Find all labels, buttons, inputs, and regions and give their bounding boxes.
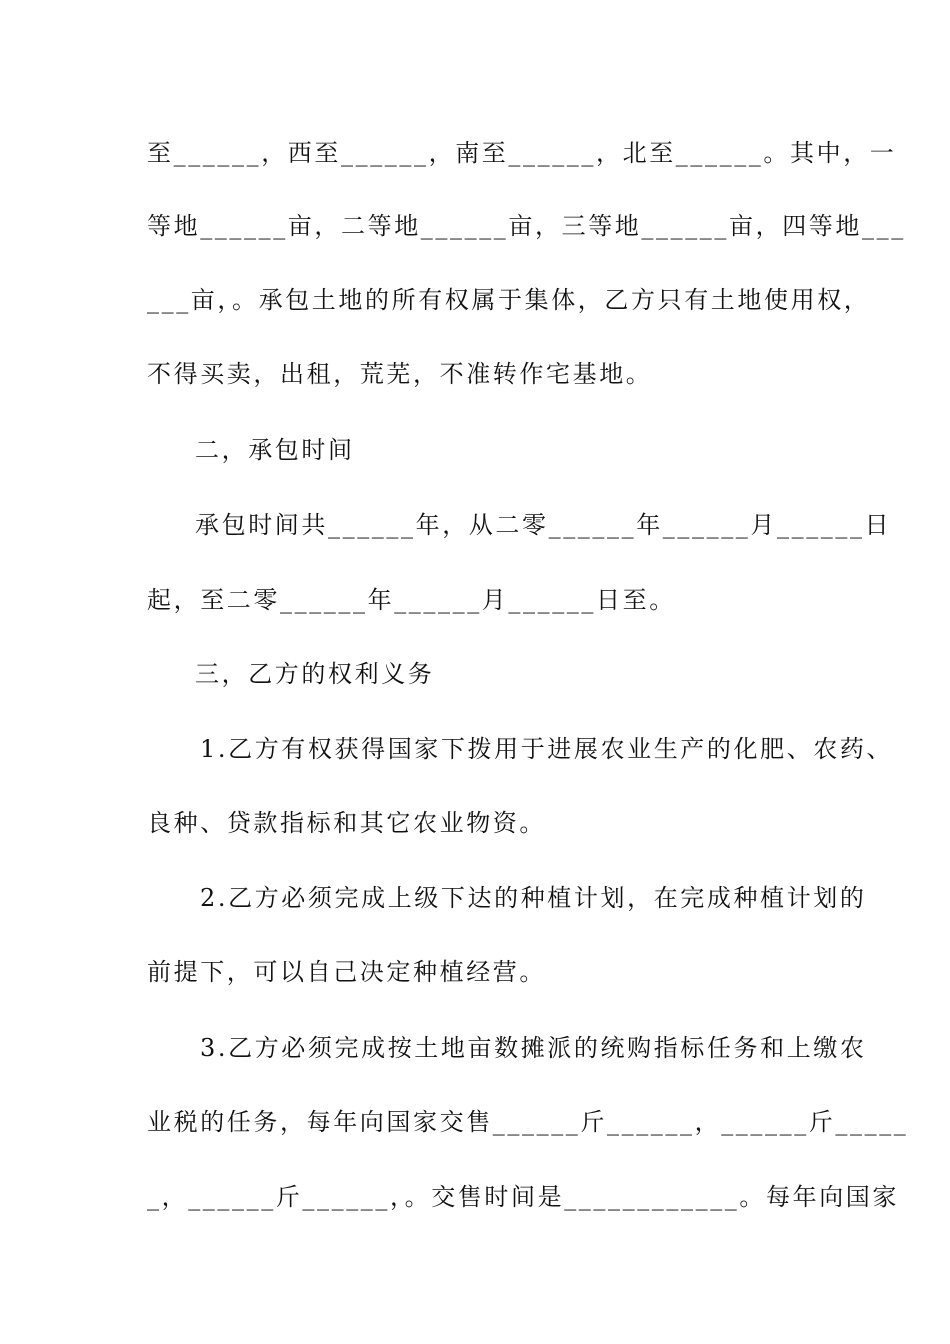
section-heading-2: 二，承包时间: [195, 436, 355, 464]
paragraph-line-12: 前提下，可以自己决定种植经营。: [147, 958, 546, 986]
paragraph-line-13: 3.乙方必须完成按土地亩数摊派的统购指标任务和上缴农: [200, 1034, 867, 1062]
paragraph-line-2: 等地______亩，二等地______亩，三等地______亩，四等地___: [147, 212, 906, 240]
paragraph-line-10: 良种、贷款指标和其它农业物资。: [147, 809, 546, 837]
paragraph-line-14: 业税的任务，每年向国家交售______斤______，______斤_____: [147, 1108, 909, 1136]
paragraph-line-11: 2.乙方必须完成上级下达的种植计划，在完成种植计划的: [200, 884, 867, 912]
paragraph-line-4: 不得买卖，出租，荒芜，不准转作宅基地。: [147, 360, 653, 388]
paragraph-line-15: _，______斤______，。交售时间是____________。每年向国家: [147, 1183, 899, 1211]
paragraph-line-1: 至______，西至______，南至______，北至______。其中，一: [147, 139, 897, 167]
paragraph-line-9: 1.乙方有权获得国家下拨用于进展农业生产的化肥、农药、: [200, 735, 894, 763]
paragraph-line-6: 承包时间共______年，从二零______年______月______日: [195, 511, 892, 539]
section-heading-3: 三，乙方的权利义务: [195, 660, 435, 688]
paragraph-line-3: ___亩，。承包土地的所有权属于集体，乙方只有土地使用权，: [147, 286, 871, 314]
paragraph-line-7: 起，至二零______年______月______日至。: [147, 586, 676, 614]
